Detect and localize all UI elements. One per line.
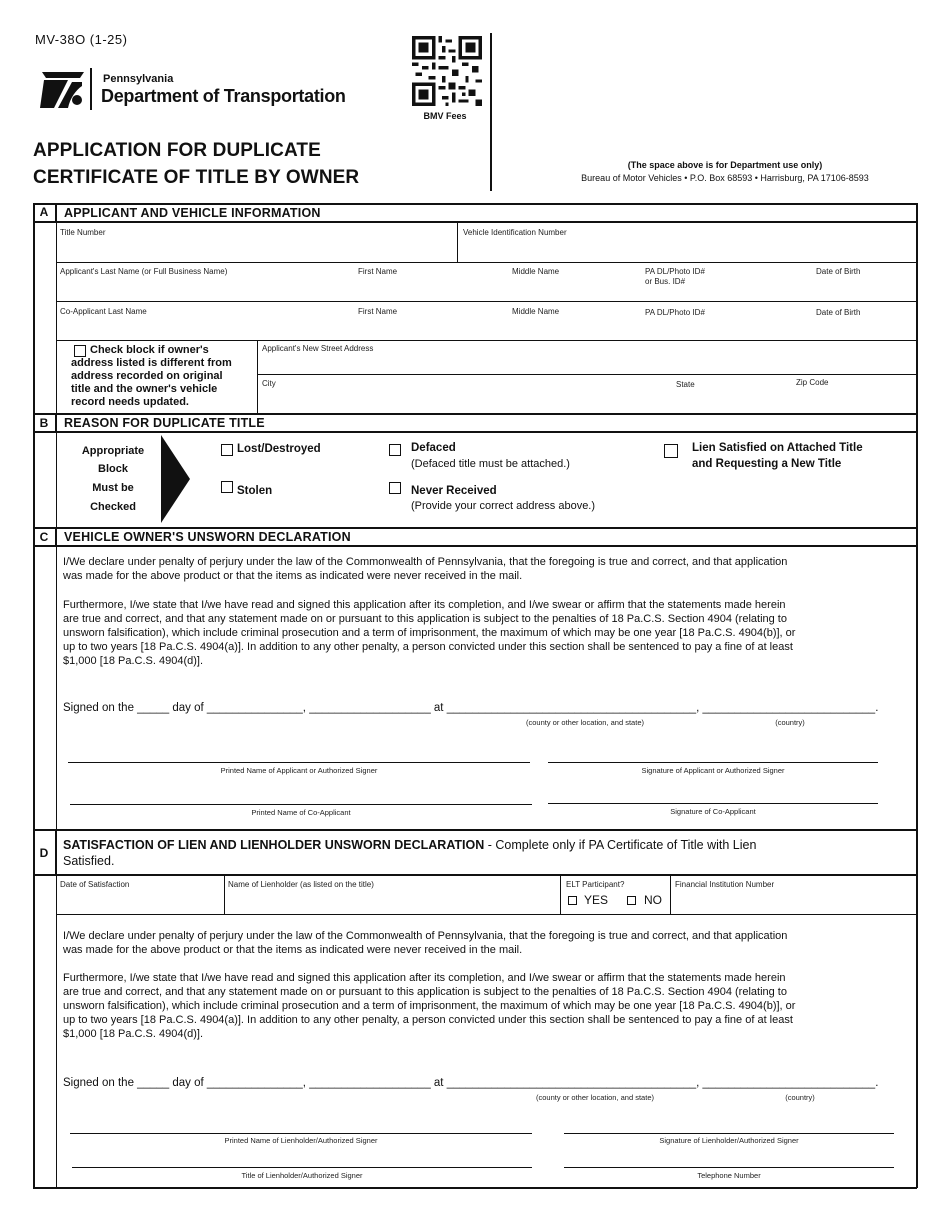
printed-name-applicant-line[interactable]	[68, 762, 530, 763]
printed-name-co-applicant-line[interactable]	[70, 804, 532, 805]
section-c-header-top	[33, 527, 917, 529]
declaration-d-para2-line4: up to two years [18 Pa.C.S. 4904(a)]. In addition to any other penalty, a person convicted under this section shall be sentenced to pay a fine of at least	[63, 1014, 793, 1026]
printed-name-lienholder-label: Printed Name of Lienholder/Authorized Signer	[224, 1136, 378, 1145]
section-a-header-bottom	[33, 221, 917, 223]
lienholder-divider	[224, 875, 225, 915]
declaration-d-para1-line1: I/We declare under penalty of perjury under the law of the Commonwealth of Pennsylvania, that the foregoing is true and correct, and that application	[63, 930, 788, 942]
bureau-address: Bureau of Motor Vehicles • P.O. Box 68593 • Harrisburg, PA 17106-8593	[581, 173, 869, 183]
applicant-dob-label: Date of Birth	[816, 267, 861, 276]
applicant-middle-name-label: Middle Name	[512, 267, 560, 276]
city-label: City	[262, 379, 276, 388]
penndot-keystone-logo-icon	[38, 68, 88, 112]
applicant-first-name-label: First Name	[358, 267, 398, 276]
lien-satisfied-checkbox[interactable]	[664, 444, 678, 458]
row-divider-2	[56, 301, 917, 302]
signed-on-line-d[interactable]: Signed on the _____ day of _______________, ___________________ at _______________________________________, ___________________________.	[63, 1077, 879, 1089]
co-applicant-first-name-label: First Name	[358, 307, 398, 316]
section-b-letter-divider	[55, 413, 57, 432]
county-location-label-c: (county or other location, and state)	[526, 718, 644, 727]
section-b-title: REASON FOR DUPLICATE TITLE	[64, 416, 265, 430]
declaration-d-para2-line5: $1,000 [18 Pa.C.S. 4904(d)].	[63, 1028, 204, 1040]
section-d-header-bottom	[33, 874, 917, 876]
section-d-title-rest: - Complete only if PA Certificate of Title with Lien	[484, 838, 757, 852]
declaration-c-para1-line1: I/We declare under penalty of perjury under the law of the Commonwealth of Pennsylvania, that the foregoing is true and correct, and that application	[63, 556, 788, 568]
form-number: MV-38O (1-25)	[35, 32, 128, 47]
address-change-checkbox[interactable]	[74, 345, 86, 357]
department-use-divider	[490, 33, 492, 191]
instruction-line-4: Checked	[90, 501, 136, 513]
form-title-line2: CERTIFICATE OF TITLE BY OWNER	[33, 167, 360, 188]
signature-co-applicant-label: Signature of Co-Applicant	[670, 807, 756, 816]
lienholder-title-line[interactable]	[72, 1167, 532, 1168]
co-applicant-dob-label: Date of Birth	[816, 308, 861, 317]
section-a-letter: A	[39, 205, 49, 219]
address-change-text-5: record needs updated.	[71, 396, 189, 408]
signature-applicant-line[interactable]	[548, 762, 878, 763]
section-b-header-top	[33, 413, 917, 415]
section-d-letter-divider	[55, 829, 57, 875]
elt-yes-label: YES	[584, 893, 609, 907]
elt-no-checkbox[interactable]	[627, 896, 636, 905]
title-number-label: Title Number	[60, 228, 106, 237]
elt-no-label: NO	[644, 893, 662, 907]
applicant-dl-label: PA DL/Photo ID#	[645, 267, 705, 276]
declaration-d-para1-line2: was made for the above product or that the items as indicated were never received in the mail.	[63, 944, 523, 956]
section-d-fields-bottom	[56, 914, 917, 915]
section-d-header-top	[33, 829, 917, 831]
elt-participant-label: ELT Participant?	[566, 880, 625, 889]
declaration-d-para2-line3: unsworn falsification), which include criminal prosecution and a term of imprisonment, the maximum of which may be one year [18 Pa.C.S. 4904(b)], or	[63, 1000, 796, 1012]
telephone-line[interactable]	[564, 1167, 894, 1168]
new-street-address-label: Applicant's New Street Address	[262, 344, 374, 353]
address-change-text-4: title and the owner's vehicle	[71, 383, 218, 395]
vin-label: Vehicle Identification Number	[463, 228, 567, 237]
section-d-letter: D	[39, 846, 49, 860]
never-received-checkbox[interactable]	[389, 482, 401, 494]
signed-on-line-c[interactable]: Signed on the _____ day of _______________, ___________________ at _______________________________________, ___________________________.	[63, 702, 879, 714]
logo-divider	[90, 68, 92, 110]
elt-yes-checkbox[interactable]	[568, 896, 577, 905]
lienholder-title-label: Title of Lienholder/Authorized Signer	[241, 1171, 363, 1180]
applicant-bus-id-label: or Bus. ID#	[645, 277, 686, 286]
instruction-line-3: Must be	[92, 482, 134, 494]
lien-satisfied-label-2: and Requesting a New Title	[692, 458, 842, 470]
section-a-title: APPLICANT AND VEHICLE INFORMATION	[64, 206, 321, 220]
never-received-label: Never Received	[411, 485, 497, 497]
department-use-note: (The space above is for Department use only)	[627, 160, 823, 170]
address-change-text-2: address listed is different from	[71, 357, 232, 369]
declaration-c-para2-line4: up to two years [18 Pa.C.S. 4904(a)]. In addition to any other penalty, a person convicted under this section shall be sentenced to pay a fine of at least	[63, 641, 793, 653]
section-d-left-gutter	[56, 874, 57, 1187]
declaration-c-para1-line2: was made for the above product or that the items as indicated were never received in the mail.	[63, 570, 523, 582]
co-applicant-dl-label: PA DL/Photo ID#	[645, 308, 705, 317]
section-d-title	[63, 837, 756, 853]
section-c-letter-divider	[55, 527, 57, 546]
row-divider-4	[257, 374, 917, 375]
country-label-d: (country)	[785, 1093, 815, 1102]
qr-label: BMV Fees	[423, 111, 467, 121]
section-b-header-bottom	[33, 431, 917, 433]
lost-destroyed-checkbox[interactable]	[221, 444, 233, 456]
declaration-d-para2-line2: are true and correct, and that any statement made on or pursuant to this application is subject to the penalties of 18 Pa.C.S. Section 4904 (relating to	[63, 986, 787, 998]
vin-divider	[457, 222, 458, 263]
county-location-label-d: (county or other location, and state)	[536, 1093, 654, 1102]
row-divider-1	[56, 262, 917, 263]
state-label: State	[676, 380, 695, 389]
never-received-note: (Provide your correct address above.)	[411, 500, 596, 512]
address-block-divider	[257, 340, 258, 414]
stolen-checkbox[interactable]	[221, 481, 233, 493]
co-applicant-middle-name-label: Middle Name	[512, 307, 560, 316]
signature-lienholder-line[interactable]	[564, 1133, 894, 1134]
section-b-left-gutter	[56, 431, 57, 527]
defaced-note: (Defaced title must be attached.)	[411, 458, 570, 470]
row-divider-3	[56, 340, 917, 341]
defaced-label: Defaced	[411, 442, 456, 454]
printed-name-co-applicant-label: Printed Name of Co-Applicant	[251, 808, 351, 817]
form-top-border	[33, 203, 917, 205]
lienholder-name-label: Name of Lienholder (as listed on the title)	[228, 880, 374, 889]
declaration-d-para2-line1: Furthermore, I/we state that I/we have read and signed this application after its completion, and I/we swear or affirm that the statements made herein	[63, 972, 786, 984]
lost-destroyed-label: Lost/Destroyed	[237, 443, 321, 455]
declaration-c-para2-line2: are true and correct, and that any statement made on or pursuant to this application is subject to the penalties of 18 Pa.C.S. Section 4904 (relating to	[63, 613, 787, 625]
instruction-line-2: Block	[98, 463, 128, 475]
defaced-checkbox[interactable]	[389, 444, 401, 456]
financial-institution-label: Financial Institution Number	[675, 880, 775, 889]
section-a-letter-divider	[55, 203, 57, 222]
section-d-title-bold: SATISFACTION OF LIEN AND LIENHOLDER UNSWORN DECLARATION	[63, 838, 485, 852]
co-applicant-last-name-label: Co-Applicant Last Name	[60, 307, 147, 316]
zip-code-label: Zip Code	[796, 378, 829, 387]
section-b-letter: B	[39, 416, 49, 430]
declaration-c-para2-line5: $1,000 [18 Pa.C.S. 4904(d)].	[63, 655, 204, 667]
signature-lienholder-label: Signature of Lienholder/Authorized Signer	[659, 1136, 799, 1145]
printed-name-applicant-label: Printed Name of Applicant or Authorized Signer	[220, 766, 378, 775]
stolen-label: Stolen	[237, 485, 273, 497]
qr-code-icon	[412, 36, 482, 106]
address-change-text-1: Check block if owner's	[90, 344, 209, 356]
form-bottom-border	[33, 1187, 917, 1189]
section-c-header-bottom	[33, 545, 917, 547]
financial-institution-divider	[670, 875, 671, 915]
applicant-last-name-label: Applicant's Last Name (or Full Business Name)	[60, 267, 228, 276]
declaration-c-para2-line1: Furthermore, I/we state that I/we have read and signed this application after its completion, and I/we swear or affirm that the statements made herein	[63, 599, 786, 611]
section-c-title: VEHICLE OWNER'S UNSWORN DECLARATION	[64, 530, 351, 544]
telephone-label: Telephone Number	[697, 1171, 761, 1180]
org-state: Pennsylvania	[103, 73, 174, 85]
date-of-satisfaction-label: Date of Satisfaction	[60, 880, 130, 889]
form-title-line1: APPLICATION FOR DUPLICATE	[33, 140, 321, 161]
instruction-arrow-icon	[161, 435, 190, 523]
section-c-letter: C	[39, 530, 49, 544]
form-left-border	[33, 203, 35, 1188]
signature-co-applicant-line[interactable]	[548, 803, 878, 804]
country-label-c: (country)	[775, 718, 805, 727]
address-change-text-3: address recorded on original	[71, 370, 223, 382]
printed-name-lienholder-line[interactable]	[70, 1133, 532, 1134]
signature-applicant-label: Signature of Applicant or Authorized Signer	[641, 766, 785, 775]
form-right-border	[916, 203, 918, 1188]
elt-divider	[560, 875, 561, 915]
section-c-left-gutter	[56, 545, 57, 830]
instruction-line-1: Appropriate	[81, 445, 145, 457]
declaration-c-para2-line3: unsworn falsification), which include criminal prosecution and a term of imprisonment, the maximum of which may be one year [18 Pa.C.S. 4904(b)], or	[63, 627, 796, 639]
lien-satisfied-label-1: Lien Satisfied on Attached Title	[692, 442, 863, 454]
section-a-left-gutter	[56, 221, 57, 414]
section-d-title-rest-2: Satisfied.	[63, 854, 115, 868]
org-department: Department of Transportation	[101, 86, 346, 106]
